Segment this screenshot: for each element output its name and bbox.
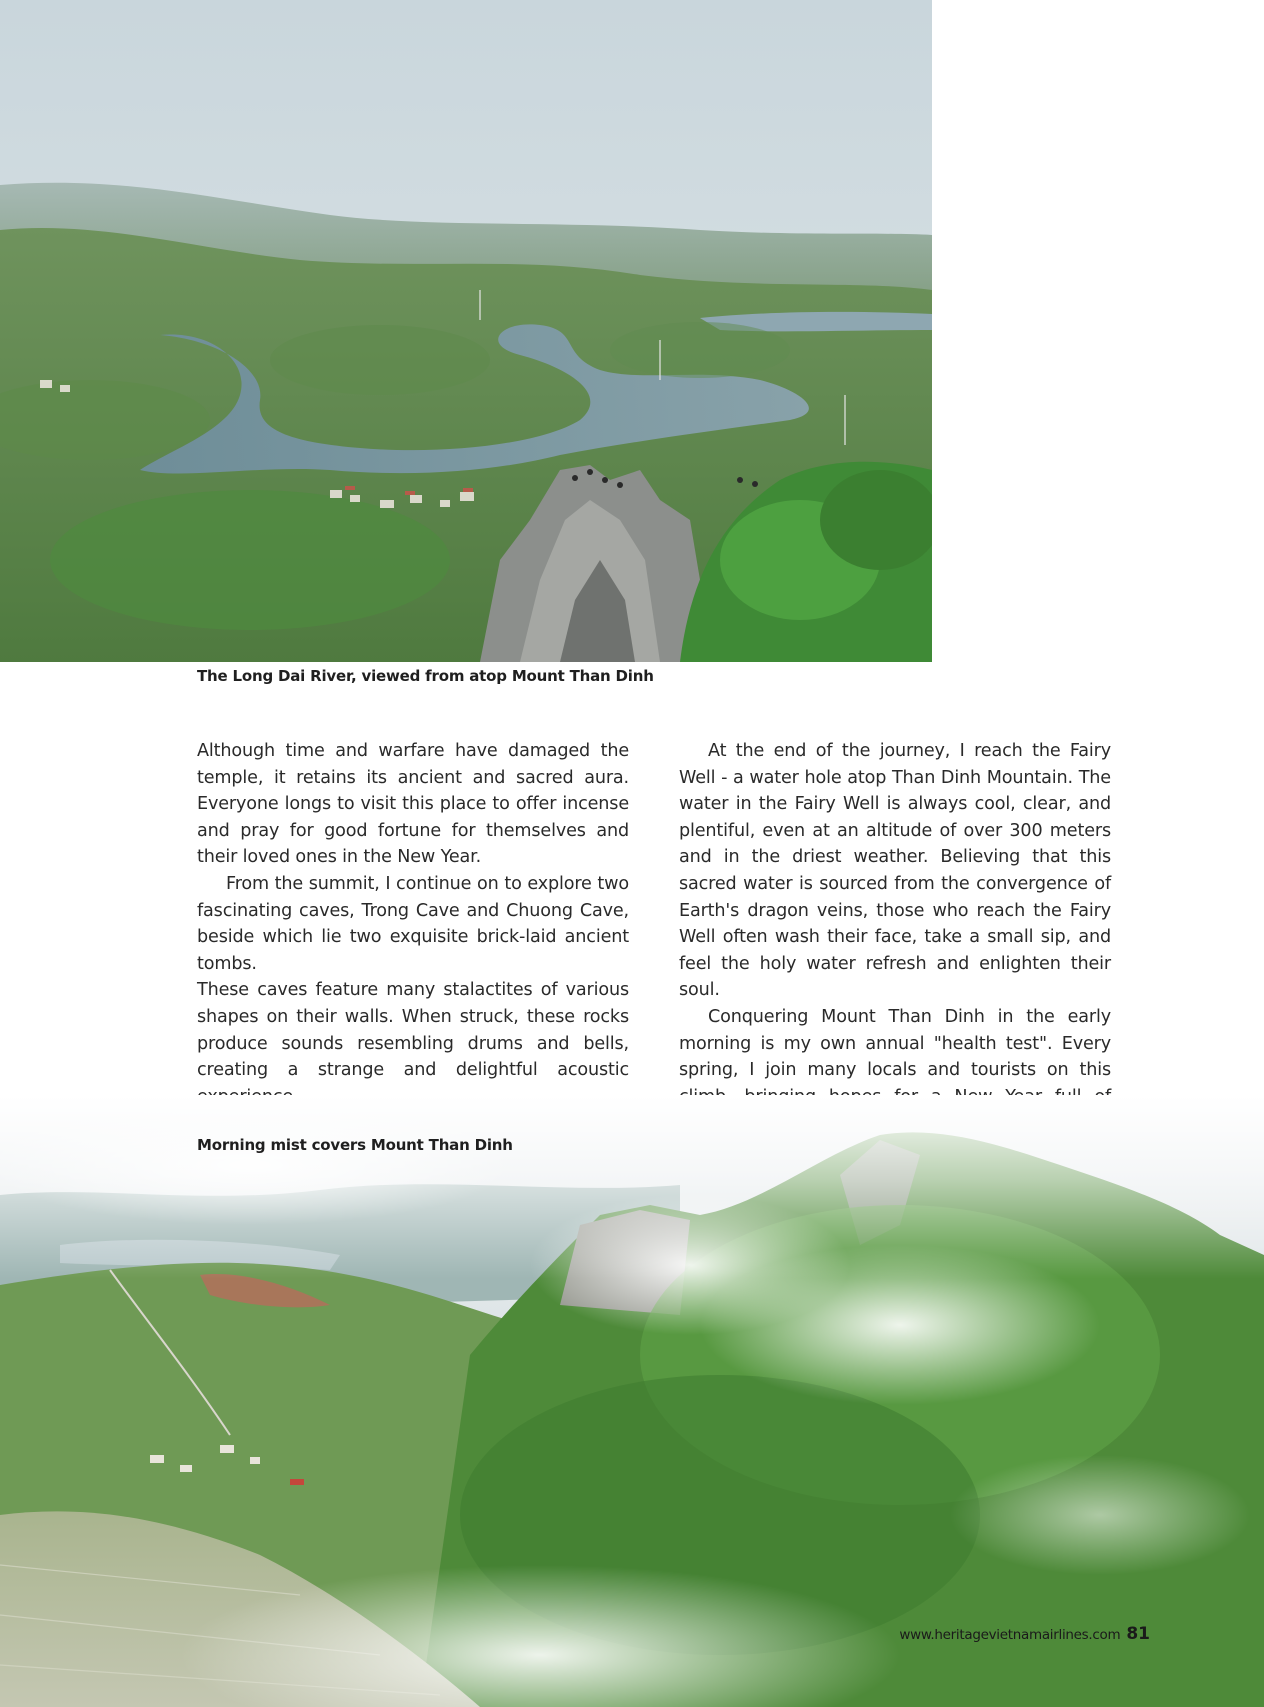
paragraph-text: Conquering Mount Than Dinh in the early morning is my own annual "health test". Every spring, I join many locals and tourists on this [679,1006,1111,1081]
page-number: 81 [1126,1624,1150,1644]
misty-mountain-image [0,1095,1264,1707]
bottom-photo-caption: Morning mist covers Mount Than Dinh [197,1136,513,1154]
paragraph: At the end of the journey, I reach the Fairy Well - a water hole atop Than Dinh Mountain. The water in the Fairy Well is always cool, clear, and plentiful, even at an altitude of over 300 meters and in the driest weather. Believing that this sacred water is sourced from the convergence of Earth's dragon veins, those who reach the Fairy Well often wash their face, take a small sip, and feel the holy water refresh and enlighten their soul. [679,741,1111,1001]
paragraph: Although time and warfare have damaged the temple, it retains its ancient and sacred aura. Everyone longs to visit this place to offer incense and pray for good fortune for themselves and their loved ones in the New Year. [197,741,629,868]
page-footer [899,1624,1150,1644]
top-photo-caption: The Long Dai River, viewed from atop Mount Than Dinh [197,667,654,685]
paragraph: From the summit, I continue on to explore two fascinating caves, Trong Cave and Chuong Cave, beside which lie two exquisite brick-laid ancient tombs. [197,873,629,974]
top-photo-long-dai-river [0,0,932,662]
paragraph: These caves feature many stalactites of various shapes on their walls. When struck, these rocks produce sounds resembling drums and bells, creating a strange and delightful acoustic [197,980,629,1081]
article-left-column [197,738,629,1110]
bottom-photo-morning-mist [0,1095,1264,1707]
website-url: www.heritagevietnamairlines.com [899,1627,1121,1643]
river-landscape-image [0,0,932,662]
article-right-column [679,738,1111,1137]
